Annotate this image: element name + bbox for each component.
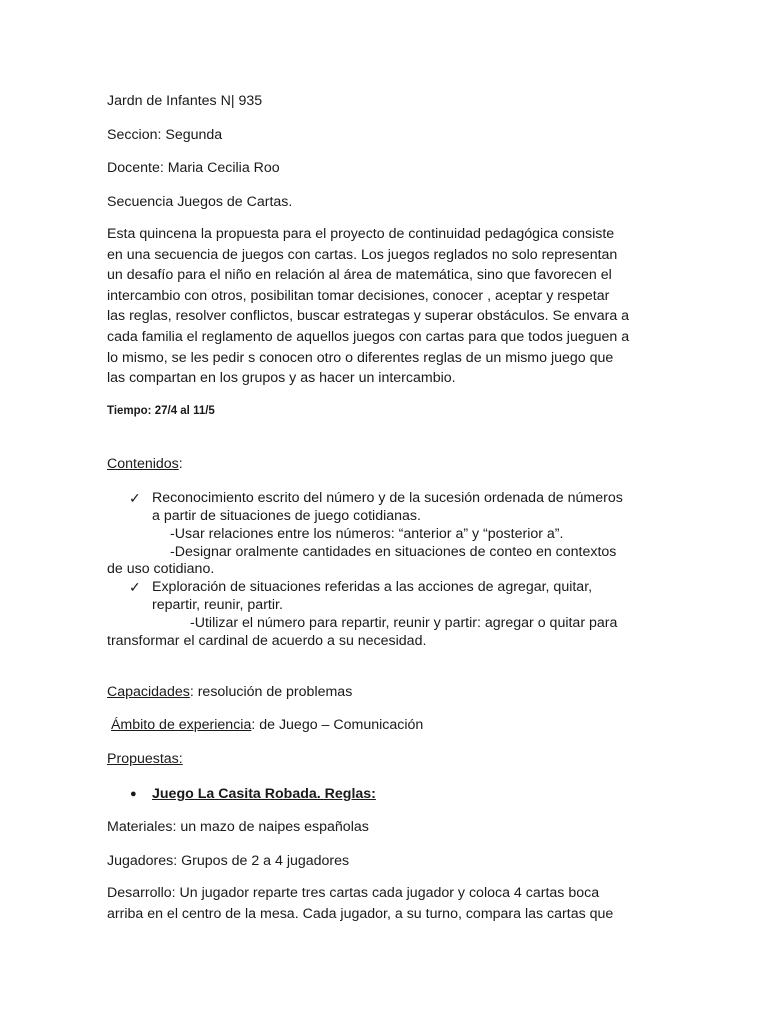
content-sub-3-cont: transformar el cardinal de acuerdo a su necesidad. [107, 633, 427, 649]
content-item-1-cont: a partir de situaciones de juego cotidianas. [152, 508, 421, 524]
intro-line: Esta quincena la propuesta para el proyecto de continuidad pedagógica consiste [107, 226, 615, 242]
school-name: Jardn de Infantes N| 935 [107, 93, 263, 109]
content-sub-3: -Utilizar el número para repartir, reunir y partir: agregar o quitar para [190, 615, 618, 631]
intro-line: cada familia el reglamento de aquellos juegos con cartas para que todos jueguen a [107, 328, 630, 345]
capacities-value: : resolución de problemas [189, 684, 353, 700]
intro-paragraph [107, 224, 667, 389]
check-icon: ✓ [129, 490, 141, 506]
sequence-title: Secuencia Juegos de Cartas. [107, 194, 293, 210]
intro-line: lo mismo, se les pedir s conocen otro o diferentes reglas de un mismo juego que [107, 349, 614, 366]
development-paragraph [107, 883, 667, 924]
content-sub-1: -Usar relaciones entre los números: “anterior a” y “posterior a”. [170, 526, 564, 542]
scope-label: Ámbito de experiencia [110, 717, 252, 733]
bullet-icon: ● [130, 788, 137, 800]
content-item-1: Reconocimiento escrito del número y de la sucesión ordenada de números [152, 490, 623, 506]
development-line: arriba en el centro de la mesa. Cada jugador, a su turno, compara las cartas que [107, 905, 614, 922]
intro-line: un desafío para el niño en relación al área de matemática, sino que favorecen el [107, 267, 612, 284]
game-title: Juego La Casita Robada. Reglas: [152, 786, 376, 802]
development-line: Desarrollo: Un jugador reparte tres cartas cada jugador y coloca 4 cartas boca [107, 885, 600, 901]
capacities-label: Capacidades [107, 684, 190, 700]
intro-line: las reglas, resolver conflictos, buscar estrategas y superar obstáculos. Se envara a [107, 308, 630, 325]
materials-line: Materiales: un mazo de naipes españolas [107, 819, 369, 835]
content-sub-2-cont: de uso cotidiano. [107, 561, 215, 577]
intro-line: en una secuencia de juegos con cartas. Los juegos reglados no solo representan [107, 246, 618, 263]
contents-heading [107, 454, 183, 474]
content-sub-2: -Designar oralmente cantidades en situaciones de conteo en contextos [170, 544, 617, 560]
capacities-line [107, 682, 352, 702]
content-item-2-cont: repartir, reunir, partir. [152, 597, 283, 613]
intro-line: intercambio con otros, posibilitan tomar decisiones, conocer , aceptar y respetar [107, 287, 610, 304]
scope-value: : de Juego – Comunicación [251, 717, 424, 733]
section-line: Seccion: Segunda [107, 127, 223, 143]
contents-heading-colon: : [178, 456, 183, 472]
intro-line: las compartan en los grupos y as hacer un intercambio. [107, 370, 456, 387]
contents-heading-label: Contenidos [107, 456, 179, 472]
teacher-line: Docente: Maria Cecilia Roo [107, 160, 280, 176]
proposals-heading: Propuestas: [107, 751, 183, 767]
time-range: Tiempo: 27/4 al 11/5 [107, 405, 215, 417]
content-item-2: Exploración de situaciones referidas a las acciones de agregar, quitar, [152, 579, 593, 595]
players-line: Jugadores: Grupos de 2 a 4 jugadores [107, 853, 350, 869]
check-icon: ✓ [129, 579, 141, 595]
scope-line [107, 715, 423, 735]
